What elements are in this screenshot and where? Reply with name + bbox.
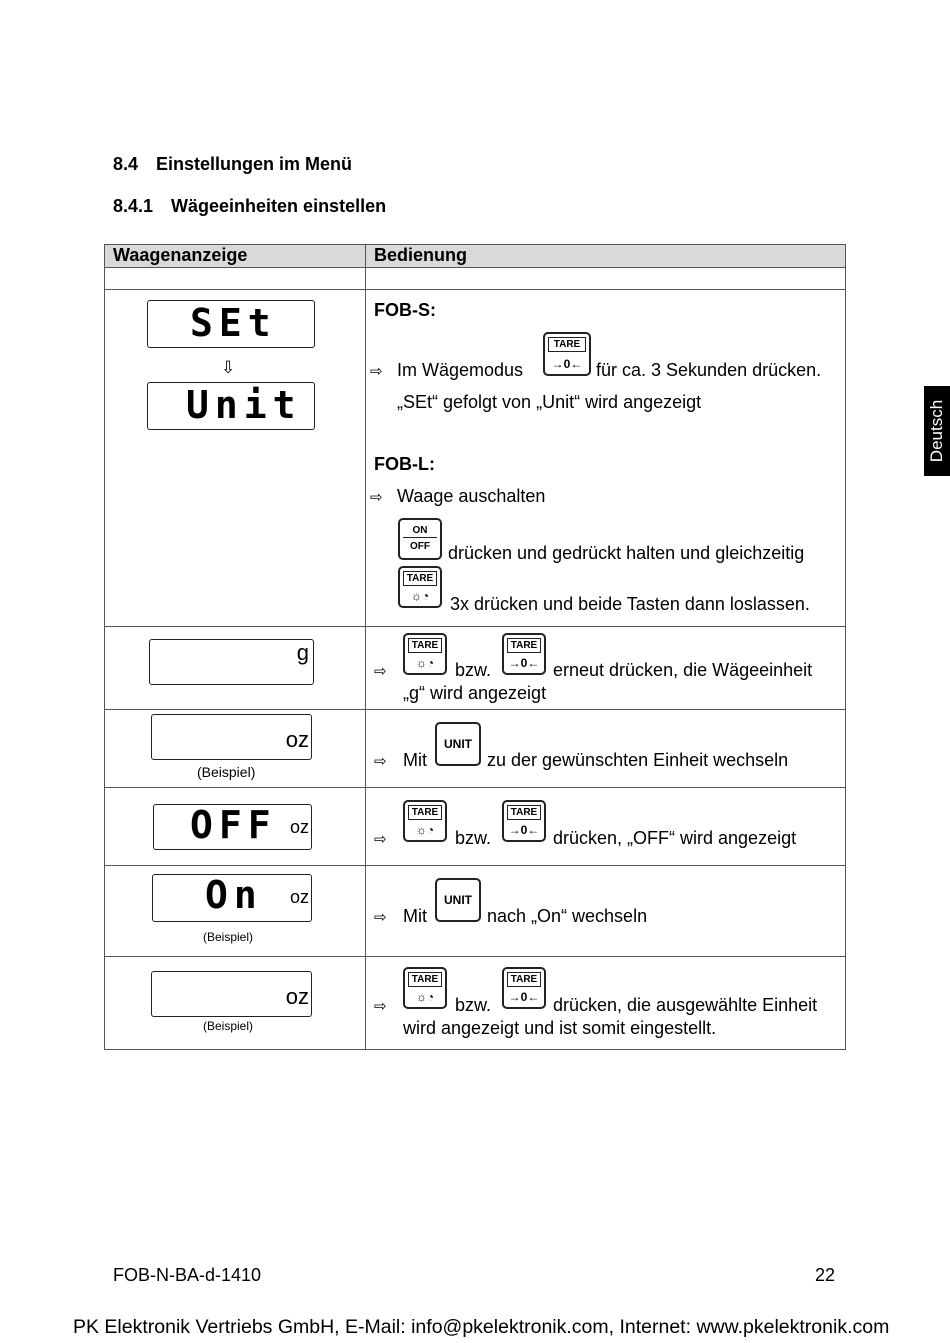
table-row (105, 788, 846, 866)
key-label: TARE (507, 638, 541, 653)
arrow-icon: ⇨ (370, 489, 383, 506)
table-row (105, 627, 846, 710)
step-text: zu der gewünschten Einheit wechseln (487, 750, 789, 770)
table-row (105, 710, 846, 788)
key-label: TARE (507, 805, 541, 820)
language-tab-label: Deutsch (927, 399, 946, 463)
key-label: UNIT (444, 737, 472, 751)
display-cell (105, 290, 366, 627)
tare-zero-key-icon (502, 633, 546, 675)
key-label: TARE (403, 571, 437, 586)
step-text: Mit (403, 750, 427, 770)
key-symbol: ☼◔ (415, 823, 435, 837)
lcd-text: Unit (186, 383, 302, 427)
step-text: drücken und gedrückt halten und gleichzeitig (448, 543, 805, 563)
arrow-icon: ⇨ (374, 831, 387, 848)
key-symbol: OFF (410, 541, 430, 552)
step-text: Waage auschalten (397, 486, 546, 506)
section-heading: 8.4 Einstellungen im Menü (113, 154, 353, 174)
tare-light-key-icon (403, 967, 447, 1009)
step-text: bzw. (455, 660, 492, 680)
lcd-text: On (205, 873, 263, 917)
lcd-text: oz (285, 727, 309, 752)
step-text: bzw. (455, 828, 492, 848)
tare-zero-key-icon (502, 967, 546, 1009)
step-text: Mit (403, 906, 427, 926)
key-label: TARE (548, 337, 586, 352)
key-symbol: →0← (508, 990, 540, 1004)
lcd-display-oz (151, 971, 312, 1017)
key-symbol: ☼◔ (415, 656, 435, 670)
company-footer: PK Elektronik Vertriebs GmbH, E-Mail: info@pkelektronik.com, Internet: www.pkelektronik.com (73, 1316, 890, 1338)
lcd-display-set (147, 300, 315, 348)
tare-light-key-icon (403, 633, 447, 675)
key-symbol: →0← (551, 357, 583, 371)
col-header-operation: Bedienung (366, 245, 846, 268)
document-id: FOB-N-BA-d-1410 (113, 1265, 262, 1285)
model-label-fobs: FOB-S: (374, 300, 436, 320)
operation-cell (366, 957, 846, 1050)
step-text: bzw. (455, 995, 492, 1015)
lcd-text: SEt (190, 301, 277, 345)
tare-zero-key-icon (543, 332, 591, 376)
key-label: TARE (507, 972, 541, 987)
display-cell (105, 710, 366, 788)
unit-key-icon (435, 722, 481, 766)
step-text: für ca. 3 Sekunden drücken. (596, 360, 822, 380)
key-symbol: →0← (508, 656, 540, 670)
arrow-icon: ⇨ (374, 753, 387, 770)
step-text: „SEt“ gefolgt von „Unit“ wird angezeigt (397, 392, 702, 412)
arrow-icon: ⇨ (374, 909, 387, 926)
arrow-icon: ⇨ (370, 363, 383, 380)
operation-cell (366, 710, 846, 788)
display-cell (105, 627, 366, 710)
model-label-fobl: FOB-L: (374, 454, 435, 474)
tare-light-key-icon (403, 800, 447, 842)
key-label: TARE (408, 972, 442, 987)
example-caption: (Beispiel) (197, 764, 256, 780)
step-text: Im Wägemodus (397, 360, 524, 380)
key-label: UNIT (444, 893, 472, 907)
step-text: drücken, die ausgewählte Einheit (553, 995, 818, 1015)
table-row (105, 957, 846, 1050)
key-label: TARE (408, 638, 442, 653)
key-symbol: ☼◔ (410, 589, 430, 603)
tare-zero-key-icon (502, 800, 546, 842)
lcd-unit: oz (289, 817, 309, 837)
lcd-unit: oz (289, 887, 309, 907)
key-label: TARE (408, 805, 442, 820)
lcd-display-unit (147, 382, 315, 430)
example-caption: (Beispiel) (203, 930, 254, 944)
tare-light-key-icon (398, 566, 442, 608)
display-cell (105, 957, 366, 1050)
operation-cell (366, 627, 846, 710)
step-text: erneut drücken, die Wägeeinheit (553, 660, 813, 680)
example-caption: (Beispiel) (203, 1019, 254, 1033)
table-row (105, 866, 846, 957)
step-text: 3x drücken und beide Tasten dann loslassen. (450, 594, 810, 614)
operation-cell (366, 788, 846, 866)
table-row (105, 290, 846, 627)
lcd-display-g (149, 639, 314, 685)
step-text: drücken, „OFF“ wird angezeigt (553, 828, 797, 848)
lcd-text: g (296, 640, 309, 665)
key-label: ON (403, 524, 437, 538)
instruction-table (104, 244, 846, 1050)
arrow-icon: ⇨ (374, 998, 387, 1015)
step-text: „g“ wird angezeigt (403, 683, 547, 703)
key-symbol: →0← (508, 823, 540, 837)
on-off-key-icon (398, 518, 442, 560)
language-tab (924, 386, 950, 476)
subsection-heading: 8.4.1 Wägeeinheiten einstellen (113, 196, 387, 216)
step-text: wird angezeigt und ist somit eingestellt. (403, 1018, 717, 1038)
key-symbol: ☼◔ (415, 990, 435, 1004)
down-arrow-icon: ⇩ (221, 358, 236, 377)
lcd-text: oz (285, 984, 309, 1009)
lcd-text: OFF (190, 803, 277, 847)
display-cell (105, 866, 366, 957)
table-header-row (105, 245, 846, 268)
unit-key-icon (435, 878, 481, 922)
display-cell (105, 788, 366, 866)
lcd-display-off (153, 804, 312, 850)
arrow-icon: ⇨ (374, 663, 387, 680)
page-number: 22 (815, 1265, 836, 1285)
spacer-row (105, 268, 846, 290)
step-text: nach „On“ wechseln (487, 906, 648, 926)
lcd-display-on (152, 874, 312, 922)
operation-cell (366, 290, 846, 627)
col-header-display: Waagenanzeige (105, 245, 366, 268)
operation-cell (366, 866, 846, 957)
lcd-display-oz (151, 714, 312, 760)
